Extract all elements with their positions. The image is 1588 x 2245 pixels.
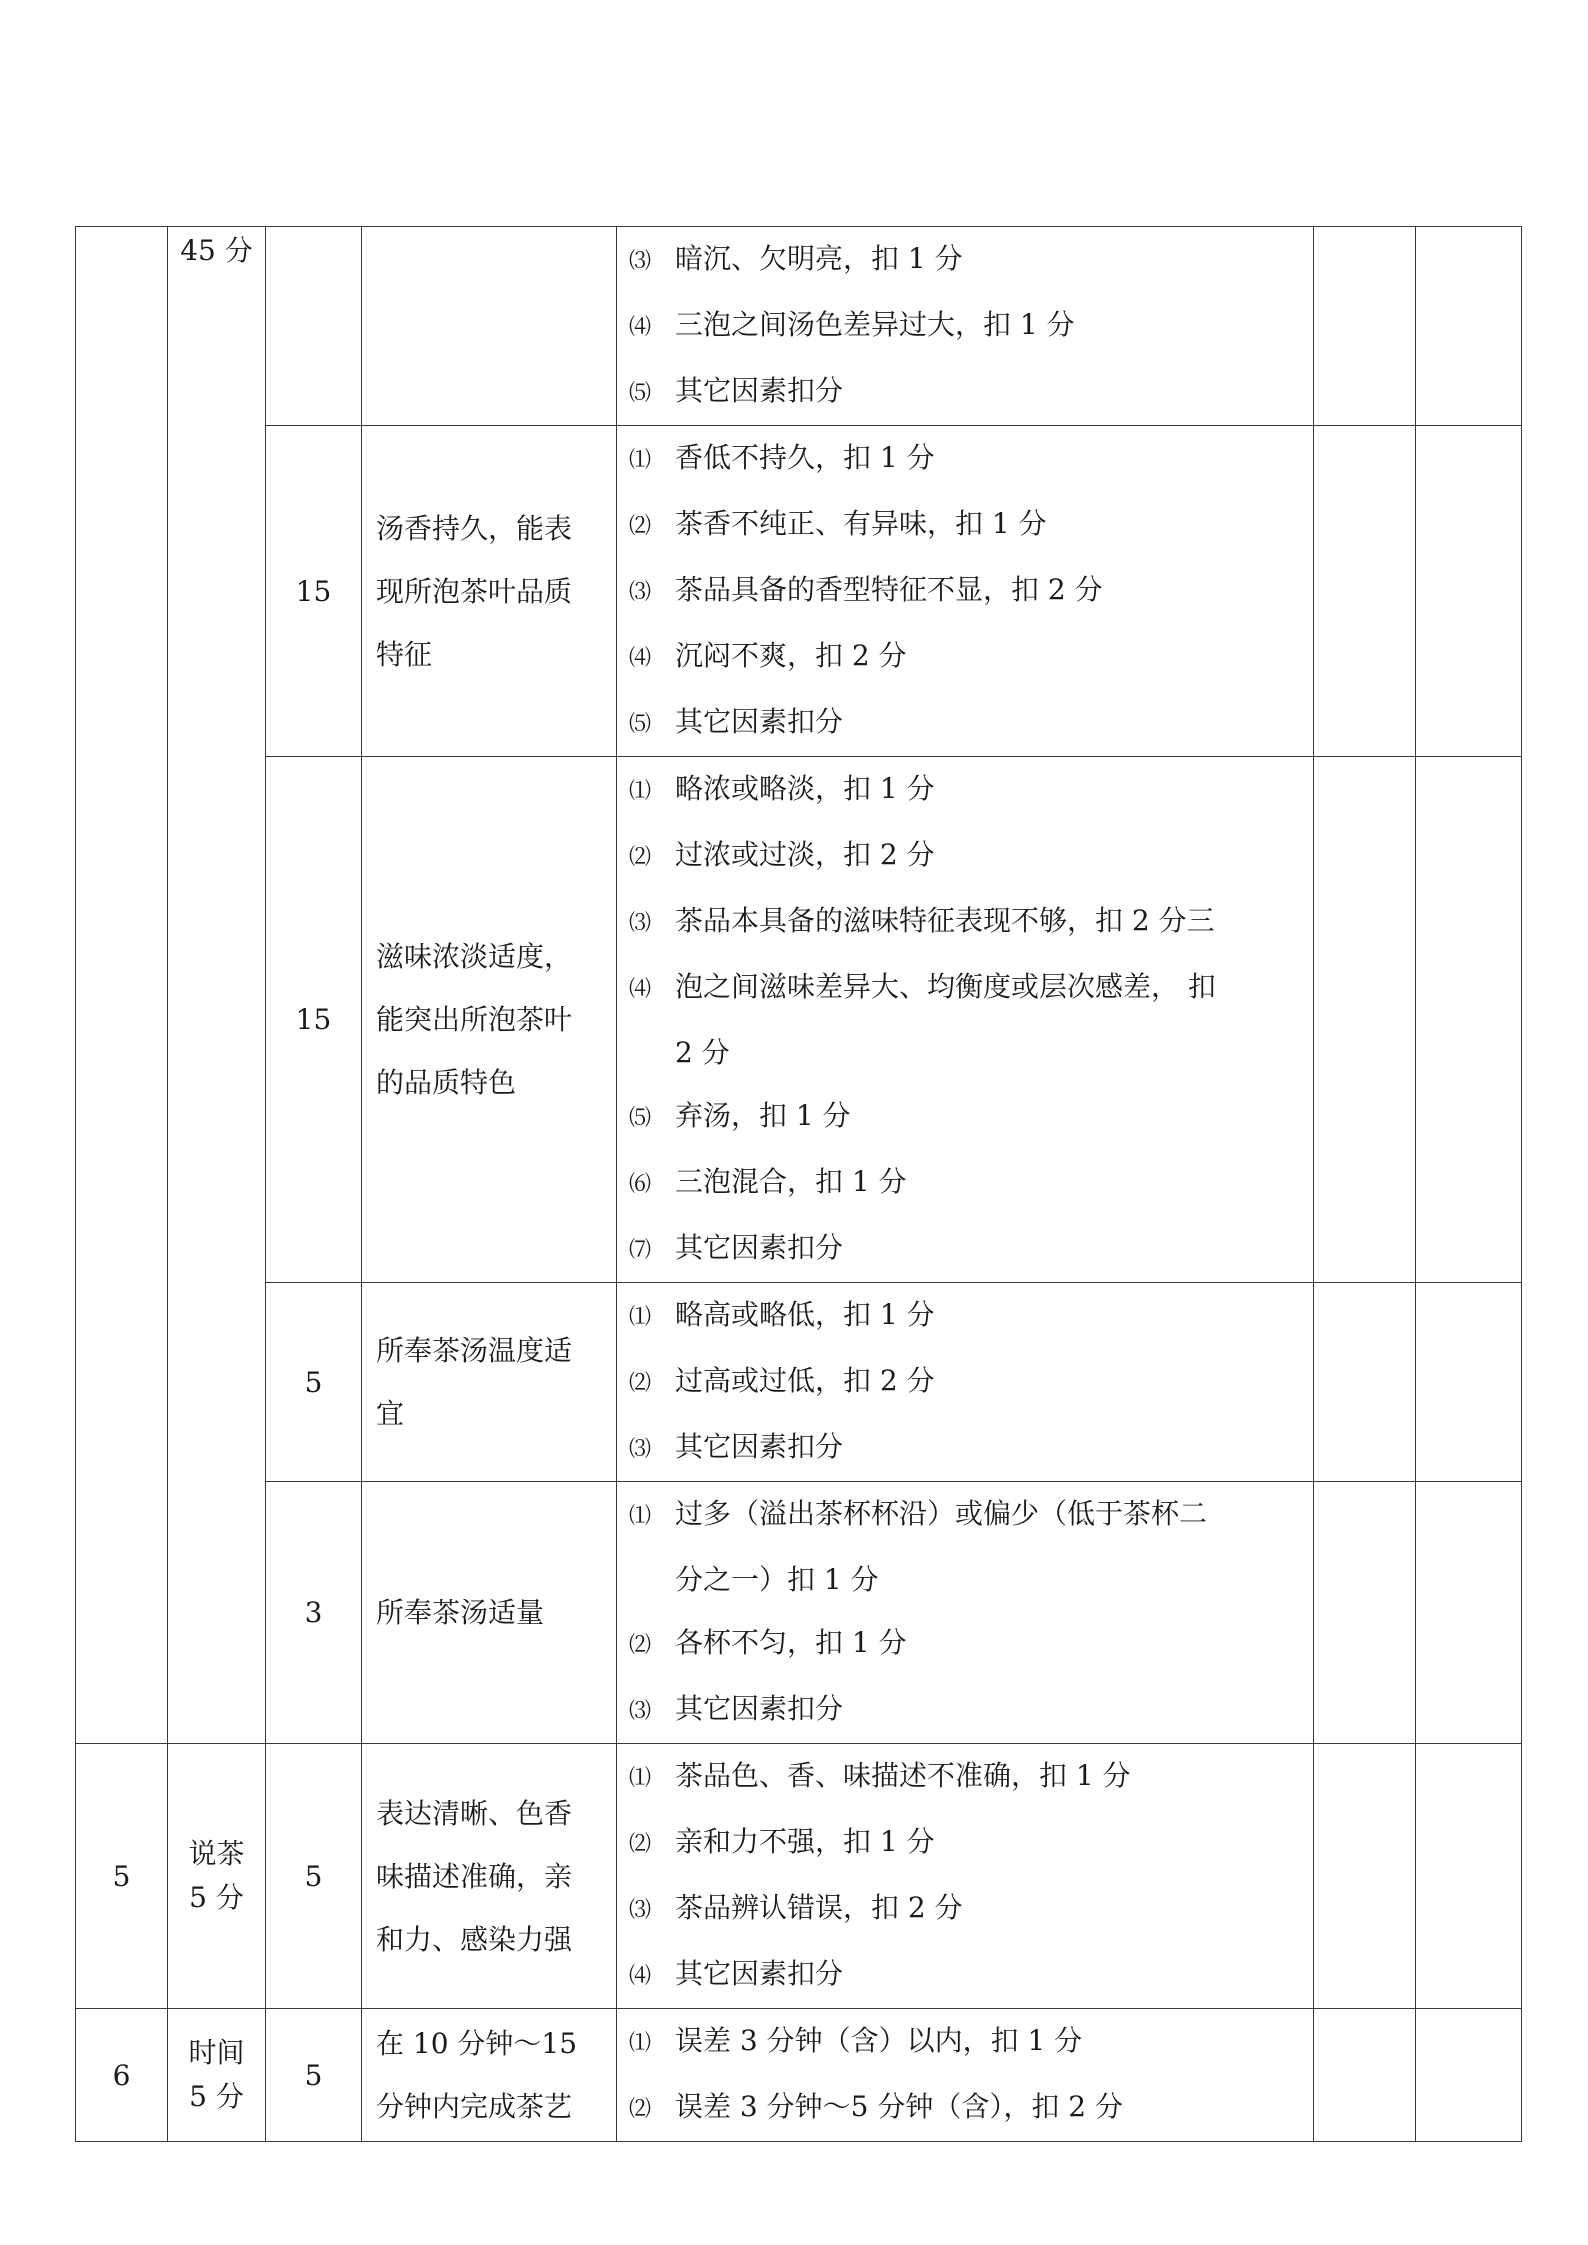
- category-line: 5 分: [189, 1881, 244, 1914]
- criterion-number: ⑸: [629, 1106, 652, 1131]
- criteria-cell: [617, 227, 1314, 426]
- requirement-line: 现所泡茶叶品质: [376, 574, 573, 608]
- table-row: [76, 2009, 1522, 2142]
- criteria-cell: [617, 1744, 1314, 2009]
- criterion-number: ⑴: [629, 448, 652, 473]
- criteria-cell: [617, 757, 1314, 1283]
- criterion-text: 略高或略低，扣 1 分: [675, 1298, 935, 1331]
- criterion-number: ⑴: [629, 779, 652, 804]
- criterion-text: 略浓或略淡，扣 1 分: [675, 772, 935, 805]
- criterion-text: 分之一）扣 1 分: [675, 1563, 879, 1596]
- deduction-cell: [1314, 757, 1416, 1283]
- table-row: [76, 227, 1522, 426]
- criterion-number: ⑸: [629, 712, 652, 737]
- criterion-number: ⑴: [629, 1504, 652, 1529]
- criteria-cell: [617, 2009, 1314, 2142]
- criterion-text: 三泡混合，扣 1 分: [675, 1165, 907, 1198]
- deduction-cell: [1314, 426, 1416, 757]
- score-cell: 5: [266, 1283, 362, 1482]
- criterion-text: 茶品辨认错误，扣 2 分: [675, 1891, 963, 1924]
- score-cell: 5: [266, 1744, 362, 2009]
- requirement-cell: [362, 426, 617, 757]
- category-line: 说茶: [188, 1837, 245, 1870]
- table-row: [76, 426, 1522, 757]
- criterion-number: ⑷: [629, 977, 652, 1002]
- category-score-label: 45 分: [180, 234, 253, 267]
- criterion-text: 其它因素扣分: [675, 1231, 844, 1264]
- category-line: 时间: [188, 2036, 245, 2069]
- criterion-line: [629, 690, 1305, 756]
- category-line: 5 分: [189, 2080, 244, 2113]
- criterion-line: [629, 823, 1305, 889]
- final-score-cell: [1416, 1744, 1522, 2009]
- final-score-cell: [1416, 757, 1522, 1283]
- criterion-text: 过浓或过淡，扣 2 分: [675, 838, 935, 871]
- item-number-cell: 6: [76, 2009, 168, 2142]
- criterion-line: [629, 359, 1305, 425]
- requirement-line: 表达清晰、色香: [376, 1796, 573, 1830]
- scoring-table: [75, 226, 1522, 2142]
- criterion-text: 过多（溢出茶杯杯沿）或偏少（低于茶杯二: [675, 1497, 1208, 1530]
- criterion-text: 暗沉、欠明亮，扣 1 分: [675, 242, 963, 275]
- requirement-cell: [362, 1283, 617, 1482]
- deduction-cell: [1314, 1482, 1416, 1744]
- deduction-cell: [1314, 2009, 1416, 2142]
- criterion-number: ⑶: [629, 580, 652, 605]
- final-score-cell: [1416, 2009, 1522, 2142]
- criterion-text: 亲和力不强，扣 1 分: [675, 1825, 935, 1858]
- criterion-line: [629, 757, 1305, 823]
- requirement-line: 宜: [376, 1397, 405, 1430]
- criterion-text: 误差 3 分钟（含）以内，扣 1 分: [675, 2024, 1083, 2057]
- requirement-line: 的品质特色: [376, 1066, 517, 1099]
- final-score-cell: [1416, 227, 1522, 426]
- criterion-line: [629, 2009, 1305, 2075]
- criterion-text: 三泡之间汤色差异过大，扣 1 分: [675, 308, 1075, 341]
- criterion-text: 各杯不匀，扣 1 分: [675, 1626, 907, 1659]
- score-cell: [266, 227, 362, 426]
- requirement-line: 味描述准确，亲: [376, 1859, 573, 1893]
- requirement-cell: [362, 227, 617, 426]
- criterion-number: ⑷: [629, 646, 652, 671]
- criterion-text: 弃汤，扣 1 分: [675, 1099, 851, 1132]
- criterion-text: 其它因素扣分: [675, 705, 844, 738]
- criterion-number: ⑶: [629, 1898, 652, 1923]
- criterion-line: [629, 889, 1305, 955]
- criterion-line: [629, 492, 1305, 558]
- criterion-text: 沉闷不爽，扣 2 分: [675, 639, 907, 672]
- criterion-text: 其它因素扣分: [675, 374, 844, 407]
- criterion-number: ⑴: [629, 1305, 652, 1330]
- criterion-number: ⑸: [629, 381, 652, 406]
- criterion-text: 其它因素扣分: [675, 1430, 844, 1463]
- criterion-number: ⑶: [629, 911, 652, 936]
- scoring-table-page: [75, 226, 1521, 2142]
- criterion-number: ⑵: [629, 845, 652, 870]
- requirement-line: 所奉茶汤适量: [376, 1596, 545, 1629]
- deduction-cell: [1314, 1283, 1416, 1482]
- criterion-text: 泡之间滋味差异大、均衡度或层次感差， 扣: [675, 970, 1216, 1003]
- criterion-line: [629, 1415, 1305, 1481]
- item-number-cell: [76, 227, 168, 1744]
- final-score-cell: [1416, 1482, 1522, 1744]
- table-row: [76, 1744, 1522, 2009]
- criterion-number: ⑺: [629, 1238, 652, 1263]
- requirement-line: 分钟内完成茶艺: [376, 2090, 573, 2123]
- requirement-line: 能突出所泡茶叶: [376, 1003, 573, 1036]
- requirement-line: 滋味浓淡适度，: [376, 940, 573, 973]
- criterion-text: 茶香不纯正、有异味，扣 1 分: [675, 507, 1047, 540]
- criterion-line: [629, 1810, 1305, 1876]
- requirement-line: 特征: [376, 637, 433, 671]
- criterion-line: [629, 293, 1305, 359]
- criterion-line: [629, 1283, 1305, 1349]
- criterion-number: ⑵: [629, 1371, 652, 1396]
- criterion-line: [629, 1611, 1305, 1677]
- criterion-number: ⑴: [629, 1766, 652, 1791]
- criterion-text: 2 分: [675, 1036, 730, 1069]
- criterion-number: ⑵: [629, 1633, 652, 1658]
- criterion-number: ⑵: [629, 1832, 652, 1857]
- criterion-text: 茶品本具备的滋味特征表现不够，扣 2 分三: [675, 904, 1215, 937]
- criterion-number: ⑶: [629, 1699, 652, 1724]
- criterion-line: [629, 2075, 1305, 2141]
- criterion-text: 其它因素扣分: [675, 1957, 844, 1990]
- criterion-line: [629, 1677, 1305, 1743]
- criteria-cell: [617, 1482, 1314, 1744]
- criterion-line: [629, 1150, 1305, 1216]
- criterion-line: [629, 426, 1305, 492]
- table-row: [76, 1482, 1522, 1744]
- criterion-number: ⑷: [629, 1964, 652, 1989]
- category-cell: [168, 227, 266, 1744]
- score-cell: 15: [266, 426, 362, 757]
- score-cell: 15: [266, 757, 362, 1283]
- table-row: [76, 1283, 1522, 1482]
- criterion-number: ⑵: [629, 514, 652, 539]
- criterion-text: 茶品具备的香型特征不显，扣 2 分: [675, 573, 1103, 606]
- criterion-line: [629, 955, 1305, 1021]
- criterion-number: ⑵: [629, 2097, 652, 2122]
- requirement-line: 汤香持久，能表: [376, 511, 573, 545]
- category-cell: [168, 1744, 266, 2009]
- criterion-text: 其它因素扣分: [675, 1692, 844, 1725]
- requirement-cell: [362, 1744, 617, 2009]
- deduction-cell: [1314, 227, 1416, 426]
- criterion-line: [629, 1084, 1305, 1150]
- criterion-number: ⑹: [629, 1172, 652, 1197]
- final-score-cell: [1416, 426, 1522, 757]
- criterion-line: [629, 1349, 1305, 1415]
- criterion-text: 误差 3 分钟～5 分钟（含），扣 2 分: [675, 2090, 1123, 2123]
- table-row: [76, 757, 1522, 1283]
- criterion-line: [629, 1942, 1305, 2008]
- criterion-line: [629, 1216, 1305, 1282]
- requirement-cell: [362, 1482, 617, 1744]
- score-cell: 3: [266, 1482, 362, 1744]
- criteria-cell: [617, 426, 1314, 757]
- criterion-line: [629, 1482, 1305, 1548]
- category-cell: [168, 2009, 266, 2142]
- criterion-text: 过高或过低，扣 2 分: [675, 1364, 935, 1397]
- criterion-line: [629, 227, 1305, 293]
- criterion-number: ⑶: [629, 1437, 652, 1462]
- score-cell: 5: [266, 2009, 362, 2142]
- deduction-cell: [1314, 1744, 1416, 2009]
- criterion-text: 香低不持久，扣 1 分: [675, 441, 935, 474]
- requirement-cell: [362, 757, 617, 1283]
- criterion-line: [629, 1876, 1305, 1942]
- requirement-line: 在 10 分钟～15: [376, 2027, 578, 2060]
- criterion-number: ⑴: [629, 2031, 652, 2056]
- final-score-cell: [1416, 1283, 1522, 1482]
- criterion-line: [629, 1744, 1305, 1810]
- criterion-line: [629, 558, 1305, 624]
- requirement-cell: [362, 2009, 617, 2142]
- criterion-text: 茶品色、香、味描述不准确，扣 1 分: [675, 1759, 1131, 1792]
- criterion-line: [629, 1021, 1305, 1084]
- criterion-line: [629, 1548, 1305, 1611]
- criterion-line: [629, 624, 1305, 690]
- criterion-number: ⑶: [629, 249, 652, 274]
- criteria-cell: [617, 1283, 1314, 1482]
- item-number-cell: 5: [76, 1744, 168, 2009]
- requirement-line: 和力、感染力强: [376, 1922, 573, 1956]
- criterion-number: ⑷: [629, 315, 652, 340]
- requirement-line: 所奉茶汤温度适: [376, 1334, 573, 1367]
